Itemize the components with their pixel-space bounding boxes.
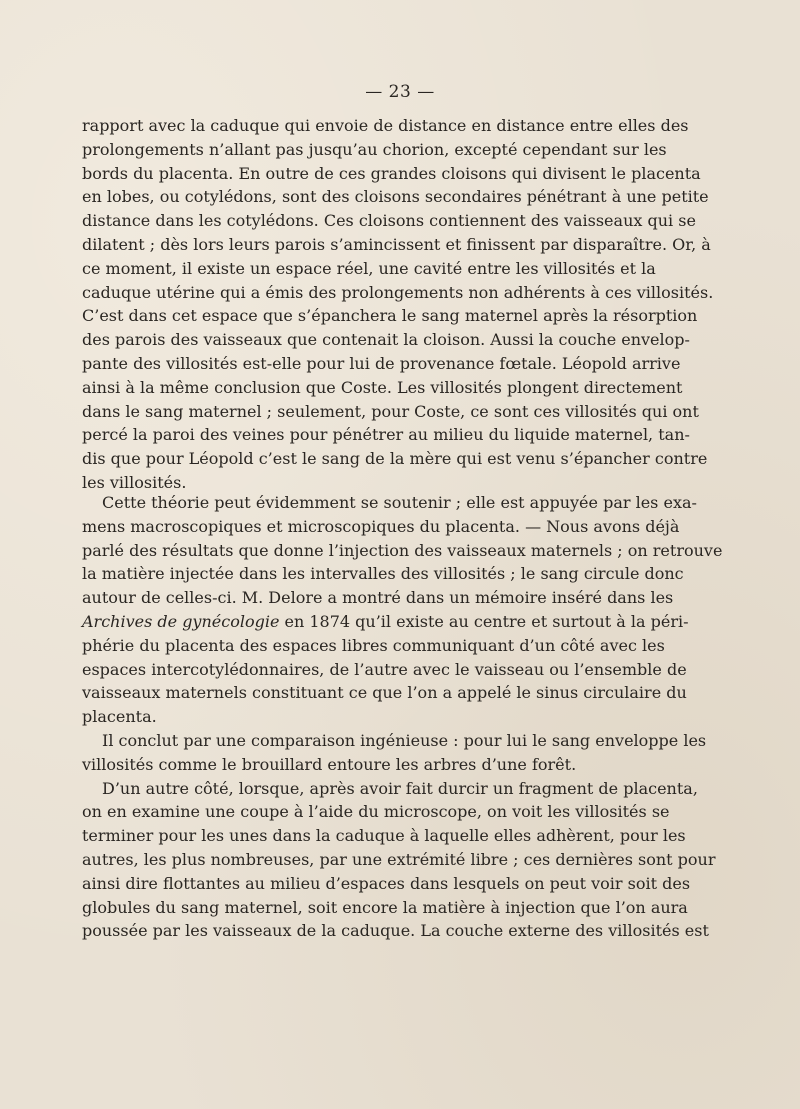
text-line: parlé des résultats que donne l’injection des vaisseaux maternels ; on retrouve [82, 540, 723, 560]
text-line: dilatent ; dès lors leurs parois s’amincissent et finissent par disparaître. Or, à [82, 234, 711, 254]
text-fragment: en 1874 qu’il existe au centre et surtout à la péri- [279, 611, 689, 631]
paragraphs-group [82, 491, 723, 943]
paragraph-3 [82, 729, 707, 777]
text-line: Il conclut par une comparaison ingénieuse : pour lui le sang enveloppe les [102, 730, 707, 750]
text-line: Cette théorie peut évidemment se soutenir ; elle est appuyée par les exa- [102, 493, 697, 512]
text-line: pante des villosités est-elle pour lui de provenance fœtale. Léopold arrive [82, 353, 681, 373]
text-line: des parois des vaisseaux que contenait la cloison. Aussi la couche envelop- [82, 330, 690, 350]
text-line: prolongements n’allant pas jusqu’au chorion, excepté cependant sur les [82, 139, 667, 159]
text-line: globules du sang maternel, soit encore la matière à injection que l’on aura [82, 897, 688, 917]
text-line: rapport avec la caduque qui envoie de distance en distance entre elles des [82, 116, 689, 135]
text-line: percé la paroi des veines pour pénétrer au milieu du liquide maternel, tan- [82, 425, 690, 445]
text-line: autour de celles-ci. M. Delore a montré dans un mémoire inséré dans les [82, 588, 674, 608]
text-line: C’est dans cet espace que s’épanchera le sang maternel après la résorption [82, 306, 698, 326]
text-line: on en examine une coupe à l’aide du microscope, on voit les villosités se [82, 802, 670, 822]
text-line: mens macroscopiques et microscopiques du placenta. — Nous avons déjà [82, 516, 680, 536]
text-line: bords du placenta. En outre de ces grandes cloisons qui divisent le placenta [82, 163, 701, 183]
text-line-with-italic [82, 610, 689, 634]
text-line: espaces intercotylédonnaires, de l’autre avec le vaisseau ou l’ensemble de [82, 659, 687, 679]
text-line: villosités comme le brouillard entoure les arbres d’une forêt. [82, 754, 577, 774]
text-line: distance dans les cotylédons. Ces cloisons contiennent des vaisseaux qui se [82, 211, 696, 231]
paragraph-4 [82, 777, 716, 944]
text-line: ainsi dire flottantes au milieu d’espaces dans lesquels on peut voir soit des [82, 873, 691, 893]
text-line: poussée par les vaisseaux de la caduque. La couche externe des villosités est [82, 921, 709, 941]
journal-title: Archives de gynécologie [82, 611, 280, 631]
text-line: ce moment, il existe un espace réel, une cavité entre les villosités et la [82, 258, 656, 278]
paragraph-2 [82, 491, 723, 729]
paragraph-1 [82, 114, 714, 495]
text-line: terminer pour les unes dans la caduque à laquelle elles adhèrent, pour les [82, 826, 686, 846]
text-line: en lobes, ou cotylédons, sont des cloisons secondaires pénétrant à une petite [82, 187, 709, 207]
text-line: autres, les plus nombreuses, par une extrémité libre ; ces dernières sont pour [82, 849, 716, 869]
text-line: D’un autre côté, lorsque, après avoir fait durcir un fragment de placenta, [102, 778, 698, 798]
page-number: — 23 — [365, 82, 435, 102]
text-line: dans le sang maternel ; seulement, pour Coste, ce sont ces villosités qui ont [82, 401, 699, 421]
text-line: la matière injectée dans les intervalles des villosités ; le sang circule donc [82, 564, 684, 584]
text-line: caduque utérine qui a émis des prolongements non adhérents à ces villosités. [82, 282, 714, 302]
text-line: ainsi à la même conclusion que Coste. Les villosités plongent directement [82, 377, 683, 397]
text-line: dis que pour Léopold c’est le sang de la mère qui est venu s’épancher contre [82, 449, 708, 469]
text-line: vaisseaux maternels constituant ce que l’on a appelé le sinus circulaire du [82, 683, 687, 703]
text-line: phérie du placenta des espaces libres communiquant d’un côté avec les [82, 635, 665, 655]
text-line: placenta. [82, 707, 157, 727]
text-line: les villosités. [82, 472, 187, 492]
